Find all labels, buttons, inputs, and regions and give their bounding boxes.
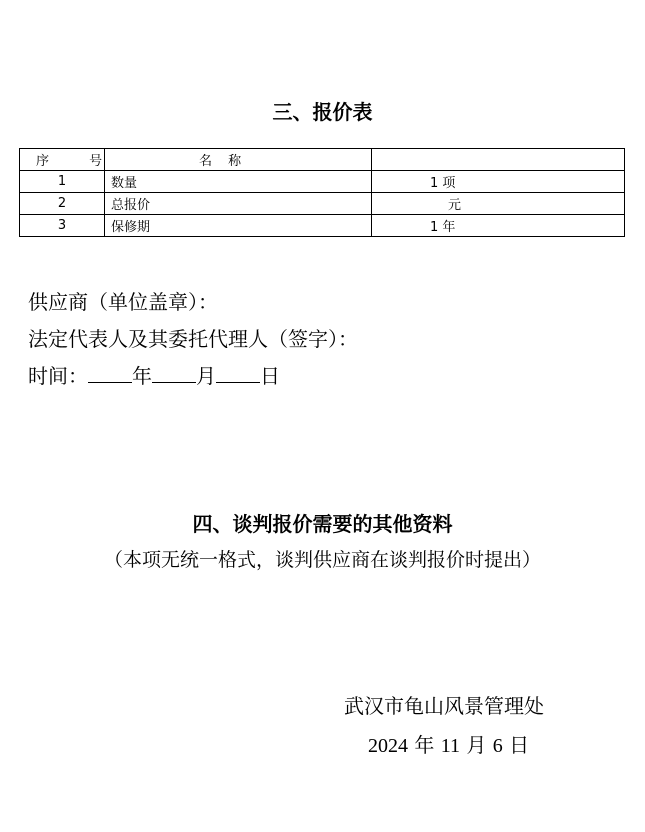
- row-value: 元: [372, 193, 625, 215]
- issue-month: 11: [440, 735, 460, 757]
- issue-day-unit: 日: [509, 733, 530, 757]
- section4-title: 四、谈判报价需要的其他资料: [192, 512, 453, 536]
- row-name: 数量: [105, 171, 372, 193]
- header-value: [372, 149, 625, 171]
- issue-month-unit: 月: [466, 733, 487, 757]
- row-value: 1 项: [372, 171, 625, 193]
- month-label: 月: [196, 364, 216, 388]
- month-blank: [152, 364, 196, 383]
- day-blank: [216, 364, 260, 383]
- issue-year: 2024: [368, 735, 408, 757]
- header-no: 序 号: [20, 149, 105, 171]
- row-no: 1: [20, 171, 105, 193]
- issue-date: [368, 729, 529, 758]
- supplier-seal-label: 供应商（单位盖章）：: [28, 290, 218, 314]
- row-no: 3: [20, 215, 105, 237]
- issuing-organization: 武汉市龟山风景管理处: [344, 694, 544, 718]
- section3-title: 三、报价表: [272, 100, 373, 124]
- quote-table: [19, 148, 625, 237]
- table-row: [20, 193, 625, 215]
- signature-date-line: [28, 360, 280, 389]
- table-row: [20, 171, 625, 193]
- year-blank: [88, 364, 132, 383]
- row-no: 2: [20, 193, 105, 215]
- day-label: 日: [260, 364, 280, 388]
- representative-signature-label: 法定代表人及其委托代理人（签字）：: [28, 327, 358, 351]
- time-label: 时间：: [28, 364, 88, 388]
- row-name: 保修期: [105, 215, 372, 237]
- row-value: 1 年: [372, 215, 625, 237]
- table-row: [20, 215, 625, 237]
- table-header-row: [20, 149, 625, 171]
- year-label: 年: [132, 364, 152, 388]
- header-name: 名 称: [105, 149, 372, 171]
- section4-note: （本项无统一格式，谈判供应商在谈判报价时提出）: [103, 549, 541, 571]
- issue-day: 6: [492, 735, 503, 757]
- row-name: 总报价: [105, 193, 372, 215]
- issue-year-unit: 年: [414, 733, 435, 757]
